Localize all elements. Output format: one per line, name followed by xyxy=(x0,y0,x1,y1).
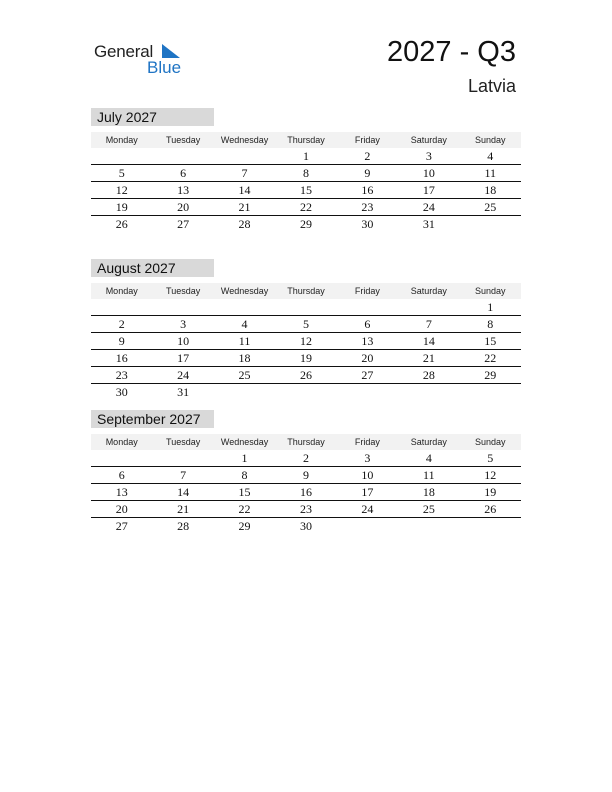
day-cell: 18 xyxy=(484,183,497,197)
weekday-label: Friday xyxy=(354,437,380,447)
day-cell xyxy=(152,299,213,315)
week-row xyxy=(91,165,521,182)
day-cell: 17 xyxy=(361,485,374,499)
weekday-label: Sunday xyxy=(474,135,506,145)
weekday-label: Wednesday xyxy=(220,135,269,145)
logo-text-general: General xyxy=(94,42,154,61)
day-cell: 2 xyxy=(118,317,125,331)
day-cell: 16 xyxy=(361,183,374,197)
day-cell: 26 xyxy=(299,368,312,382)
logo-text-blue: Blue xyxy=(147,58,182,77)
day-cell xyxy=(91,299,152,315)
day-cell: 21 xyxy=(238,200,251,214)
day-cell: 3 xyxy=(364,451,371,465)
weekday-label: Wednesday xyxy=(220,437,269,447)
day-cell: 2 xyxy=(364,149,371,163)
weekday-label: Tuesday xyxy=(166,286,201,296)
day-cell: 11 xyxy=(238,334,251,348)
weekday-header-row xyxy=(91,434,521,450)
day-cell xyxy=(398,299,459,315)
day-cell: 6 xyxy=(364,317,371,331)
day-cell: 8 xyxy=(241,468,248,482)
day-cell: 12 xyxy=(484,468,497,482)
weekday-header-row xyxy=(91,132,521,148)
day-cell: 20 xyxy=(115,502,128,516)
day-cell: 9 xyxy=(118,334,125,348)
month-july xyxy=(91,108,521,232)
week-row xyxy=(91,501,521,518)
day-cell xyxy=(398,518,459,534)
day-cell: 27 xyxy=(361,368,374,382)
day-cell: 15 xyxy=(484,334,497,348)
week-row xyxy=(91,384,521,400)
day-cell: 16 xyxy=(115,351,128,365)
day-cell: 26 xyxy=(484,502,497,516)
day-cell: 8 xyxy=(302,166,309,180)
day-cell: 29 xyxy=(299,217,312,231)
country-name: Latvia xyxy=(467,76,516,96)
day-cell: 3 xyxy=(425,149,432,163)
day-cell: 22 xyxy=(299,200,312,214)
day-cell: 11 xyxy=(484,166,497,180)
day-cell: 5 xyxy=(487,451,494,465)
day-cell: 13 xyxy=(361,334,374,348)
day-cell: 18 xyxy=(238,351,251,365)
day-cell: 15 xyxy=(238,485,251,499)
day-cell xyxy=(214,148,275,164)
day-cell: 3 xyxy=(180,317,187,331)
day-cell: 26 xyxy=(115,217,128,231)
week-row xyxy=(91,148,521,165)
generalblue-logo xyxy=(94,40,194,80)
day-cell: 5 xyxy=(302,317,309,331)
day-cell: 1 xyxy=(241,451,248,465)
day-cell xyxy=(337,299,398,315)
week-row xyxy=(91,350,521,367)
weekday-label: Sunday xyxy=(474,437,506,447)
week-row xyxy=(91,450,521,467)
day-cell: 4 xyxy=(425,451,432,465)
day-cell: 25 xyxy=(484,200,497,214)
weekday-label: Thursday xyxy=(287,135,325,145)
day-cell: 28 xyxy=(422,368,435,382)
week-row xyxy=(91,216,521,232)
week-row xyxy=(91,484,521,501)
day-cell: 28 xyxy=(177,519,190,533)
week-row xyxy=(91,367,521,384)
logo-triangle-icon xyxy=(162,44,180,58)
day-cell: 28 xyxy=(238,217,251,231)
day-cell: 12 xyxy=(115,183,128,197)
day-cell: 9 xyxy=(364,166,371,180)
day-cell: 15 xyxy=(299,183,312,197)
day-cell: 27 xyxy=(177,217,190,231)
weekday-header-row xyxy=(91,283,521,299)
day-cell xyxy=(460,518,521,534)
month-august xyxy=(91,259,521,400)
day-cell xyxy=(275,384,336,400)
day-cell xyxy=(398,384,459,400)
day-cell: 4 xyxy=(241,317,248,331)
day-cell: 10 xyxy=(361,468,374,482)
day-cell: 29 xyxy=(484,368,497,382)
weekday-label: Tuesday xyxy=(166,437,201,447)
weekday-label: Saturday xyxy=(410,437,447,447)
weekday-label: Saturday xyxy=(410,286,447,296)
day-cell xyxy=(152,450,213,466)
day-cell: 7 xyxy=(241,166,248,180)
month-label: August 2027 xyxy=(91,259,214,277)
day-cell: 29 xyxy=(238,519,251,533)
day-cell: 16 xyxy=(299,485,312,499)
day-cell: 19 xyxy=(484,485,497,499)
day-cell: 18 xyxy=(422,485,435,499)
day-cell: 12 xyxy=(299,334,312,348)
month-label: September 2027 xyxy=(91,410,214,428)
day-cell: 24 xyxy=(422,200,435,214)
day-cell xyxy=(337,384,398,400)
day-cell: 27 xyxy=(115,519,128,533)
week-row xyxy=(91,182,521,199)
day-cell xyxy=(214,299,275,315)
day-cell: 30 xyxy=(361,217,374,231)
day-cell: 13 xyxy=(177,183,190,197)
day-cell: 19 xyxy=(299,351,312,365)
day-cell: 30 xyxy=(299,519,312,533)
day-cell: 20 xyxy=(361,351,374,365)
day-cell: 17 xyxy=(177,351,190,365)
day-cell xyxy=(152,148,213,164)
day-cell: 9 xyxy=(302,468,309,482)
day-cell: 21 xyxy=(177,502,190,516)
day-cell: 22 xyxy=(484,351,497,365)
day-cell: 10 xyxy=(177,334,190,348)
day-cell: 4 xyxy=(487,149,494,163)
day-cell xyxy=(214,384,275,400)
weekday-label: Saturday xyxy=(410,135,447,145)
weekday-label: Monday xyxy=(105,437,138,447)
day-cell: 23 xyxy=(115,368,128,382)
day-cell: 22 xyxy=(238,502,251,516)
weekday-label: Tuesday xyxy=(166,135,201,145)
day-cell: 14 xyxy=(422,334,435,348)
day-cell: 19 xyxy=(115,200,128,214)
weekday-label: Friday xyxy=(354,135,380,145)
day-cell: 30 xyxy=(115,385,128,399)
day-cell xyxy=(275,299,336,315)
day-cell: 23 xyxy=(361,200,374,214)
day-cell xyxy=(337,518,398,534)
weekday-label: Monday xyxy=(105,286,138,296)
day-cell: 14 xyxy=(177,485,190,499)
day-cell: 14 xyxy=(238,183,251,197)
day-cell: 13 xyxy=(115,485,128,499)
weekday-label: Thursday xyxy=(287,437,325,447)
day-cell xyxy=(460,384,521,400)
day-cell: 7 xyxy=(425,317,432,331)
day-cell xyxy=(91,450,152,466)
week-row xyxy=(91,316,521,333)
month-september xyxy=(91,410,521,534)
day-cell: 6 xyxy=(180,166,187,180)
weekday-label: Monday xyxy=(105,135,138,145)
weekday-label: Wednesday xyxy=(220,286,269,296)
day-cell: 17 xyxy=(422,183,435,197)
weekday-label: Thursday xyxy=(287,286,325,296)
day-cell: 11 xyxy=(423,468,435,482)
week-row xyxy=(91,467,521,484)
day-cell: 8 xyxy=(487,317,494,331)
week-row xyxy=(91,299,521,316)
day-cell xyxy=(460,216,521,232)
day-cell: 10 xyxy=(422,166,435,180)
day-cell: 2 xyxy=(302,451,309,465)
week-row xyxy=(91,333,521,350)
day-cell: 31 xyxy=(177,385,190,399)
day-cell: 6 xyxy=(118,468,125,482)
day-cell: 1 xyxy=(302,149,309,163)
weekday-label: Friday xyxy=(354,286,380,296)
day-cell: 25 xyxy=(238,368,251,382)
day-cell: 31 xyxy=(422,217,435,231)
month-label: July 2027 xyxy=(91,108,214,126)
day-cell: 1 xyxy=(487,300,494,314)
day-cell xyxy=(91,148,152,164)
weekday-label: Sunday xyxy=(474,286,506,296)
page-title: 2027 - Q3 xyxy=(387,36,516,68)
day-cell: 24 xyxy=(177,368,190,382)
day-cell: 5 xyxy=(118,166,125,180)
day-cell: 20 xyxy=(177,200,190,214)
day-cell: 24 xyxy=(361,502,374,516)
week-row xyxy=(91,518,521,534)
day-cell: 21 xyxy=(422,351,435,365)
day-cell: 7 xyxy=(180,468,187,482)
day-cell: 25 xyxy=(422,502,435,516)
day-cell: 23 xyxy=(299,502,312,516)
week-row xyxy=(91,199,521,216)
